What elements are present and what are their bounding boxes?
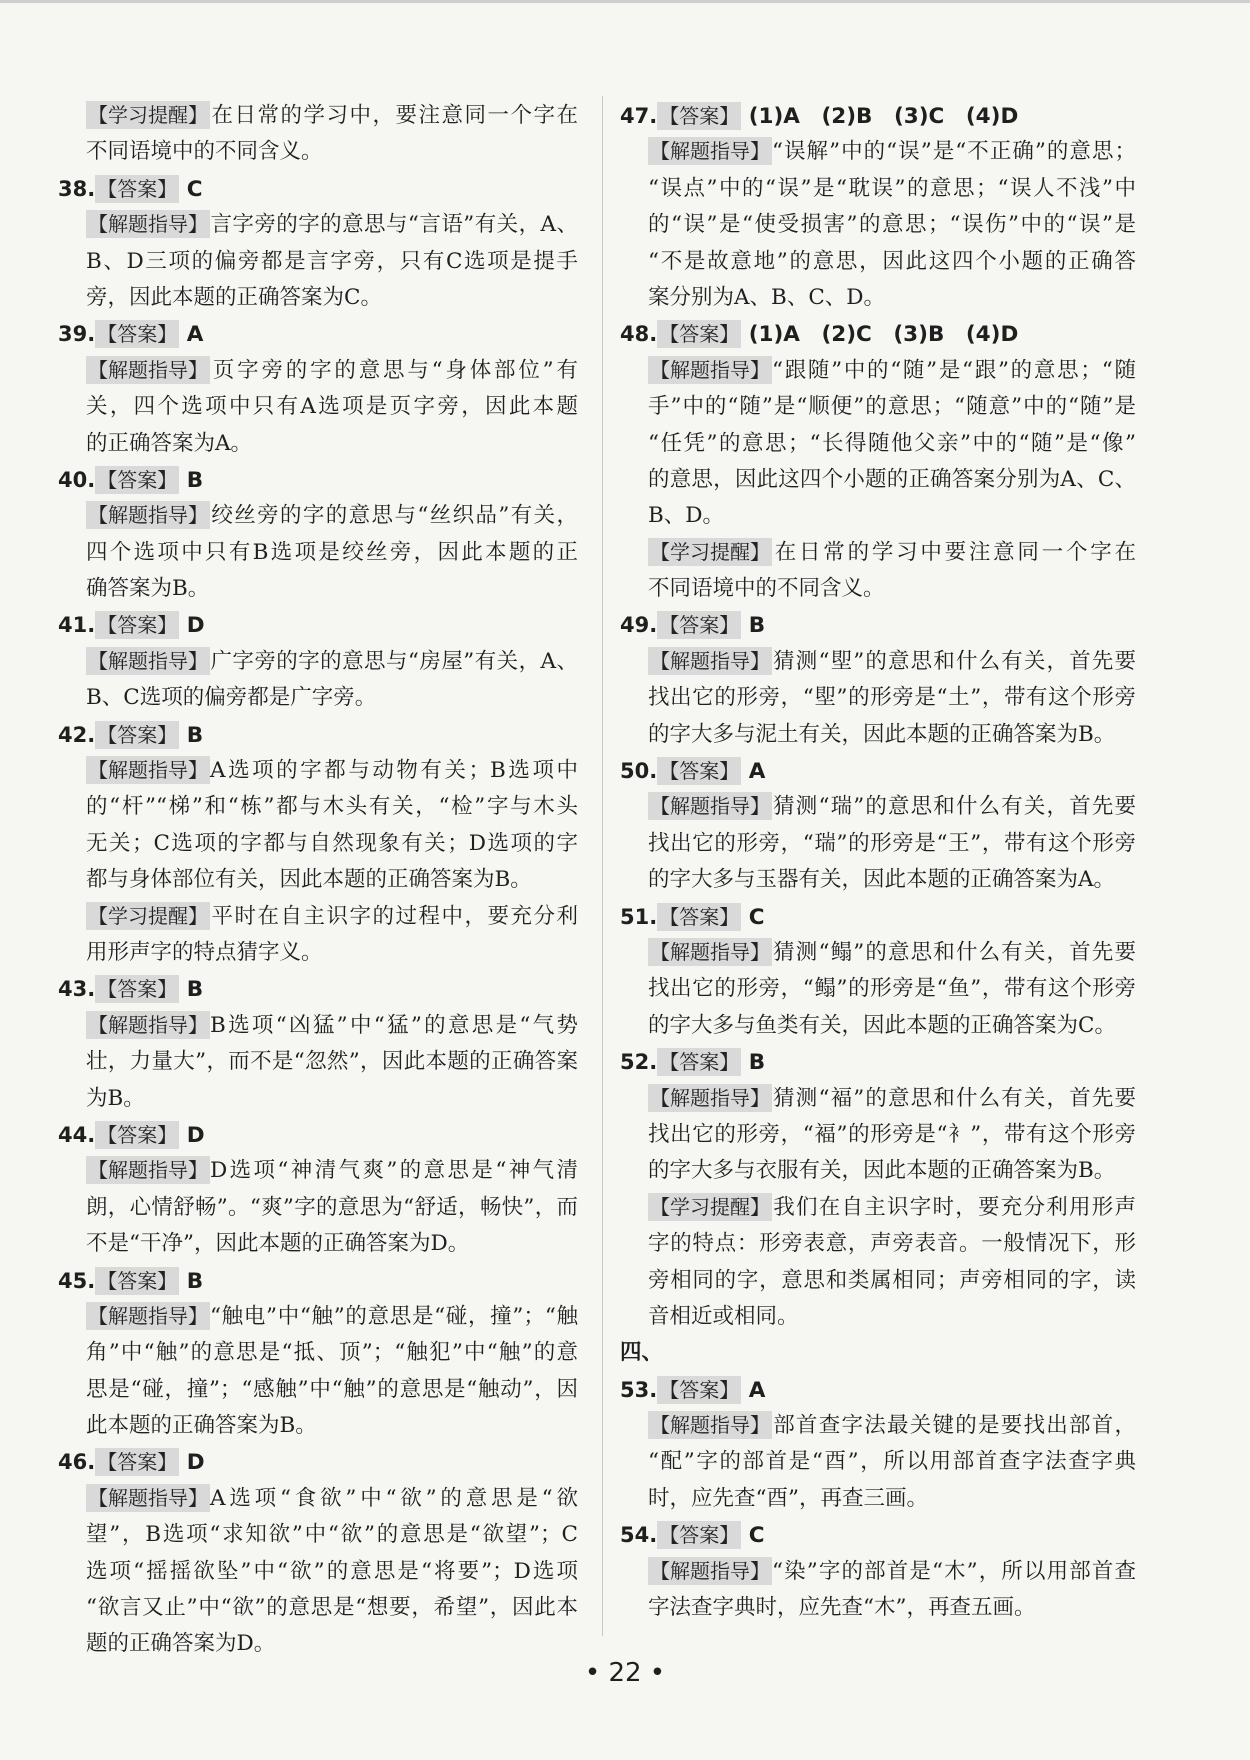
- guide-text: 旁，因此本题的正确答案为C。: [86, 284, 382, 310]
- guide-tag: 【解题指导】: [650, 357, 770, 382]
- guide-line: [620, 680, 1136, 716]
- guide-text: 无关；C选项的字都与自然现象有关；D选项的字: [86, 830, 578, 856]
- tip-line: [620, 571, 1136, 607]
- answer-value: (1)A (2)B (3)C (4)D: [741, 104, 1019, 129]
- page-number: • 22 •: [584, 1658, 666, 1688]
- guide-text: B、D。: [648, 503, 725, 529]
- answer-line: [58, 1117, 578, 1153]
- guide-line: [620, 207, 1136, 243]
- answer-line: [58, 171, 578, 207]
- guide-line: [58, 1372, 578, 1408]
- guide-text: 思是“碰，撞”；“感触”中“触”的意思是“触动”，因: [86, 1376, 578, 1402]
- answer-tag: 【答案】: [97, 322, 178, 347]
- question-number: 40.: [58, 467, 96, 492]
- guide-text: B、D三项的偏旁都是言字旁，只有C选项是提手: [86, 248, 578, 274]
- guide-line: [58, 680, 578, 716]
- guide-tag: 【解题指导】: [88, 1012, 208, 1037]
- guide-tag: 【解题指导】: [650, 1413, 770, 1438]
- guide-text: 的正确答案为A。: [86, 430, 253, 456]
- answer-value: A: [741, 759, 766, 785]
- guide-text: 选项“摇摇欲坠”中“欲”的意思是“将要”；D选项: [86, 1558, 578, 1584]
- answer-value: (1)A (2)C (3)B (4)D: [741, 322, 1019, 348]
- guide-line: [58, 1590, 578, 1626]
- guide-text: 手”中的“随”是“顺便”的意思；“随意”中的“随”是: [648, 394, 1136, 420]
- question-number: 53.: [620, 1377, 658, 1402]
- answer-tag: 【答案】: [97, 613, 178, 638]
- guide-text: 关，四个选项中只有A选项是页字旁，因此本题: [86, 394, 578, 420]
- guide-text: 为B。: [86, 1085, 145, 1111]
- question-number: 38.: [58, 176, 96, 201]
- answer-line: [620, 1044, 1136, 1080]
- guide-text: 角”中“触”的意思是“抵、顶”；“触犯”中“触”的意: [86, 1340, 578, 1366]
- guide-tag: 【解题指导】: [88, 357, 208, 382]
- guide-text: 的“杆”“梯”和“栋”都与木头有关，“检”字与木头: [86, 794, 578, 820]
- guide-text: 找出它的形旁，“鳎”的形旁是“鱼”，带有这个形旁: [648, 976, 1136, 1002]
- guide-text: 的字大多与衣服有关，因此本题的正确答案为B。: [648, 1158, 1116, 1184]
- guide-line: [58, 1299, 578, 1335]
- guide-tag: 【解题指导】: [88, 503, 208, 528]
- guide-text: 字法查字典时，应先查“木”，再查五画。: [648, 1595, 1036, 1621]
- guide-tag: 【解题指导】: [650, 939, 770, 964]
- guide-line: [58, 1190, 578, 1226]
- guide-line: [58, 1044, 578, 1080]
- answer-tag: 【答案】: [97, 176, 178, 201]
- guide-line: [620, 1590, 1136, 1626]
- tip-text: 平时在自主识字的过程中，要充分利: [210, 903, 578, 929]
- question-number: 39.: [58, 322, 96, 347]
- guide-tag: 【解题指导】: [650, 648, 770, 673]
- question-number: 51.: [620, 904, 658, 929]
- question-number: 54.: [620, 1523, 658, 1548]
- guide-text: 望”，B选项“求知欲”中“欲”的意思是“欲望”；C: [86, 1522, 578, 1548]
- guide-line: [620, 717, 1136, 753]
- guide-tag: 【解题指导】: [650, 1085, 770, 1110]
- guide-tag: 【解题指导】: [88, 212, 208, 237]
- guide-text: 找出它的形旁，“瑞”的形旁是“王”，带有这个形旁: [648, 830, 1136, 856]
- answer-value: A: [741, 1377, 766, 1403]
- answer-value: B: [741, 1050, 766, 1076]
- tip-text: 音相近或相同。: [648, 1303, 799, 1329]
- answer-line: [58, 1444, 578, 1480]
- question-number: 49.: [620, 613, 658, 638]
- guide-line: [58, 826, 578, 862]
- guide-text: 此本题的正确答案为B。: [86, 1413, 317, 1439]
- answer-tag: 【答案】: [97, 1450, 178, 1475]
- guide-text: 的字大多与泥土有关，因此本题的正确答案为B。: [648, 721, 1116, 747]
- guide-text: 猜测“堲”的意思和什么有关，首先要: [772, 648, 1136, 674]
- guide-line: [58, 862, 578, 898]
- answer-tag: 【答案】: [659, 904, 740, 929]
- guide-line: [58, 1554, 578, 1590]
- answer-tag: 【答案】: [97, 1268, 178, 1293]
- answer-tag: 【答案】: [659, 322, 740, 347]
- guide-text: 题的正确答案为D。: [86, 1631, 276, 1657]
- answer-tag: 【答案】: [97, 467, 178, 492]
- guide-line: [620, 971, 1136, 1007]
- tip-line: [58, 935, 578, 971]
- guide-line: [620, 1481, 1136, 1517]
- right-column: [620, 98, 1136, 1626]
- guide-line: [620, 1081, 1136, 1117]
- guide-text: 广字旁的字的意思与“房屋”有关，A、: [210, 648, 578, 674]
- answer-line: [620, 753, 1136, 789]
- answer-value: C: [179, 176, 203, 202]
- guide-line: [58, 498, 578, 534]
- guide-text: 的字大多与玉器有关，因此本题的正确答案为A。: [648, 867, 1116, 893]
- guide-text: 找出它的形旁，“堲”的形旁是“土”，带有这个形旁: [648, 685, 1136, 711]
- guide-text: 的字大多与鱼类有关，因此本题的正确答案为C。: [648, 1012, 1116, 1038]
- answer-line: [58, 717, 578, 753]
- guide-line: [58, 1081, 578, 1117]
- guide-line: [58, 1408, 578, 1444]
- guide-line: [620, 1444, 1136, 1480]
- guide-line: [58, 1517, 578, 1553]
- guide-tag: 【解题指导】: [88, 1303, 208, 1328]
- guide-text: 的意思，因此这四个小题的正确答案分别为A、C、: [648, 466, 1136, 492]
- guide-line: [620, 789, 1136, 825]
- lines-text: 在日常的学习中，要注意同一个字在: [210, 103, 578, 128]
- guide-line: [620, 389, 1136, 425]
- answer-line: [620, 607, 1136, 643]
- guide-text: 页字旁的字的意思与“身体部位”有: [210, 357, 578, 383]
- guide-line: [58, 789, 578, 825]
- answer-value: B: [179, 467, 204, 493]
- question-number: 42.: [58, 722, 96, 747]
- guide-line: [58, 1226, 578, 1262]
- guide-text: 案分别为A、B、C、D。: [648, 284, 886, 310]
- answer-line: [58, 607, 578, 643]
- question-number: 45.: [58, 1268, 96, 1293]
- column-divider: [602, 96, 603, 1636]
- guide-line: [58, 280, 578, 316]
- answer-tag: 【答案】: [659, 1050, 740, 1075]
- tip-text: 旁相同的字，意思和类属相同；声旁相同的字，读: [648, 1267, 1136, 1293]
- guide-line: [58, 1008, 578, 1044]
- answer-line: [620, 98, 1136, 134]
- left-column: [58, 98, 578, 1663]
- tip-text: 我们在自主识字时，要充分利用形声: [772, 1194, 1136, 1220]
- guide-line: [58, 1153, 578, 1189]
- lines-line: [58, 98, 578, 134]
- guide-text: “误点”中的“误”是“耽误”的意思；“误人不浅”中: [648, 175, 1136, 201]
- answer-tag: 【答案】: [659, 1377, 740, 1402]
- answer-value: B: [741, 613, 766, 639]
- question-number: 43.: [58, 977, 96, 1002]
- guide-text: “触电”中“触”的意思是“碰，撞”；“触: [210, 1303, 578, 1329]
- guide-tag: 【解题指导】: [650, 139, 770, 164]
- guide-text: 言字旁的字的意思与“言语”有关，A、: [210, 212, 578, 238]
- guide-text: 四个选项中只有B选项是绞丝旁，因此本题的正: [86, 539, 578, 565]
- answer-value: A: [179, 322, 204, 348]
- answer-line: [620, 316, 1136, 352]
- question-number: 52.: [620, 1050, 658, 1075]
- guide-text: 找出它的形旁，“褔”的形旁是“衤”，带有这个形旁: [648, 1121, 1136, 1147]
- guide-line: [620, 498, 1136, 534]
- guide-line: [620, 1008, 1136, 1044]
- guide-tag: 【解题指导】: [650, 794, 770, 819]
- guide-text: 猜测“鳎”的意思和什么有关，首先要: [772, 939, 1136, 965]
- answer-line: [58, 1263, 578, 1299]
- guide-text: 绞丝旁的字的意思与“丝织品”有关，: [210, 503, 578, 529]
- guide-line: [620, 353, 1136, 389]
- guide-text: 部首查字法最关键的是要找出部首，: [772, 1413, 1136, 1439]
- guide-text: 都与身体部位有关，因此本题的正确答案为B。: [86, 867, 532, 893]
- guide-line: [620, 1408, 1136, 1444]
- guide-text: D选项“神清气爽”的意思是“神气清: [210, 1158, 578, 1184]
- question-number: 47.: [620, 104, 658, 128]
- top-border: [0, 0, 1250, 3]
- answer-line: [58, 462, 578, 498]
- tip-line: [620, 1299, 1136, 1335]
- answer-line: [620, 1517, 1136, 1553]
- answer-line: [58, 971, 578, 1007]
- tip-text: 在日常的学习中要注意同一个字在: [772, 539, 1136, 565]
- guide-line: [620, 462, 1136, 498]
- question-number: 41.: [58, 613, 96, 638]
- tip-text: 用形声字的特点猜字义。: [86, 939, 323, 965]
- guide-line: [58, 1481, 578, 1517]
- tip-tag: 【学习提醒】: [650, 539, 770, 564]
- tip-line: [58, 899, 578, 935]
- guide-line: [620, 826, 1136, 862]
- answer-tag: 【答案】: [659, 1523, 740, 1548]
- guide-text: “配”字的部首是“酉”，所以用部首查字法查字典: [648, 1449, 1136, 1475]
- guide-line: [58, 207, 578, 243]
- guide-text: B选项“凶猛”中“猛”的意思是“气势: [210, 1012, 578, 1038]
- section-heading: 四、: [620, 1340, 664, 1366]
- answer-tag: 【答案】: [97, 977, 178, 1002]
- tip-tag: 【学习提醒】: [88, 903, 208, 928]
- tip-line: [620, 1263, 1136, 1299]
- answer-value: C: [741, 1523, 765, 1549]
- guide-line: [58, 535, 578, 571]
- guide-tag: 【解题指导】: [88, 1485, 208, 1510]
- question-number: 48.: [620, 322, 658, 347]
- guide-line: [58, 389, 578, 425]
- guide-text: 猜测“褔”的意思和什么有关，首先要: [772, 1085, 1136, 1111]
- guide-line: [620, 244, 1136, 280]
- guide-line: [620, 171, 1136, 207]
- guide-text: 确答案为B。: [86, 576, 210, 602]
- answer-value: B: [179, 722, 204, 748]
- guide-text: A选项的字都与动物有关；B选项中: [210, 758, 578, 784]
- guide-tag: 【解题指导】: [88, 1158, 208, 1183]
- guide-text: 壮，力量大”，而不是“忽然”，因此本题的正确答案: [86, 1049, 578, 1075]
- tip-tag: 【学习提醒】: [650, 1194, 770, 1219]
- guide-text: B、C选项的偏旁都是广字旁。: [86, 685, 377, 711]
- answer-tag: 【答案】: [659, 759, 740, 784]
- guide-text: “任凭”的意思；“长得随他父亲”中的“随”是“像”: [648, 430, 1136, 456]
- guide-text: 不是“干净”，因此本题的正确答案为D。: [86, 1231, 470, 1257]
- guide-tag: 【解题指导】: [88, 758, 208, 783]
- guide-text: “跟随”中的“随”是“跟”的意思；“随: [772, 357, 1136, 383]
- answer-value: D: [179, 1450, 205, 1476]
- guide-line: [58, 644, 578, 680]
- guide-line: [58, 353, 578, 389]
- answer-line: [58, 316, 578, 352]
- answer-line: [620, 899, 1136, 935]
- guide-line: [620, 644, 1136, 680]
- question-number: 50.: [620, 759, 658, 784]
- lines-text: 不同语境中的不同含义。: [86, 139, 323, 165]
- guide-text: “不是故意地”的意思，因此这四个小题的正确答: [648, 248, 1136, 274]
- guide-line: [58, 1335, 578, 1371]
- answer-value: C: [741, 904, 765, 930]
- guide-line: [58, 571, 578, 607]
- tip-text: 不同语境中的不同含义。: [648, 576, 885, 602]
- tip-tag: 【学习提醒】: [88, 103, 208, 127]
- guide-text: 朗，心情舒畅”。“爽”字的意思为“舒适，畅快”，而: [86, 1194, 578, 1220]
- answer-tag: 【答案】: [97, 722, 178, 747]
- tip-line: [620, 1226, 1136, 1262]
- guide-text: A选项“食欲”中“欲”的意思是“欲: [210, 1485, 578, 1511]
- guide-line: [620, 134, 1136, 170]
- lines-line: [58, 134, 578, 170]
- guide-line: [58, 753, 578, 789]
- guide-text: “误解”中的“误”是“不正确”的意思；: [772, 139, 1136, 165]
- answer-line: [620, 1372, 1136, 1408]
- guide-text: 时，应先查“酉”，再查三画。: [648, 1485, 928, 1511]
- guide-text: “欲言又止”中“欲”的意思是“想要，希望”，因此本: [86, 1595, 578, 1621]
- guide-text: “染”字的部首是“木”，所以用部首查: [772, 1558, 1136, 1584]
- answer-tag: 【答案】: [659, 104, 740, 128]
- answer-value: B: [179, 1268, 204, 1294]
- guide-text: 的“误”是“使受损害”的意思；“误伤”中的“误”是: [648, 212, 1136, 238]
- tip-line: [620, 535, 1136, 571]
- answer-tag: 【答案】: [659, 613, 740, 638]
- guide-line: [58, 244, 578, 280]
- guide-line: [620, 280, 1136, 316]
- tip-line: [620, 1190, 1136, 1226]
- question-number: 46.: [58, 1450, 96, 1475]
- question-number: 44.: [58, 1122, 96, 1147]
- guide-line: [620, 1554, 1136, 1590]
- tip-text: 字的特点：形旁表意，声旁表音。一般情况下，形: [648, 1231, 1136, 1257]
- guide-text: 猜测“瑞”的意思和什么有关，首先要: [772, 794, 1136, 820]
- guide-line: [58, 426, 578, 462]
- answer-value: D: [179, 613, 205, 639]
- guide-tag: 【解题指导】: [650, 1558, 770, 1583]
- guide-line: [620, 935, 1136, 971]
- guide-tag: 【解题指导】: [88, 648, 208, 673]
- guide-line: [620, 1153, 1136, 1189]
- guide-line: [620, 862, 1136, 898]
- answer-value: D: [179, 1122, 205, 1148]
- guide-line: [620, 1117, 1136, 1153]
- answer-value: B: [179, 977, 204, 1003]
- guide-line: [620, 426, 1136, 462]
- answer-tag: 【答案】: [97, 1122, 178, 1147]
